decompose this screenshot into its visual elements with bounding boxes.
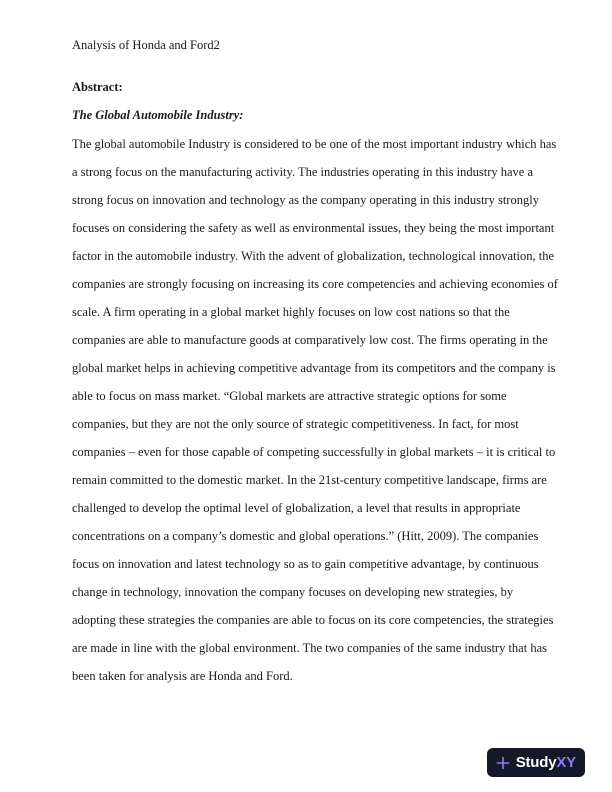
paragraph-line: factor in the automobile industry. With the advent of globalization, technological innovation, the [72,249,555,263]
paragraph-line: focuses on considering the safety as well as environmental issues, they being the most important [72,221,555,235]
paragraph-line: companies are strongly focusing on increasing its core competencies and achieving economies of [72,277,558,291]
paragraph-line: adopting these strategies the companies are able to focus on its core competencies, the strategies [72,613,554,627]
paragraph-line: companies, but they are not the only source of strategic competitiveness. In fact, for most [72,417,519,431]
paragraph-line: remain committed to the domestic market. In the 21st-century competitive landscape, firms are [72,473,547,487]
plus-icon [495,755,511,771]
abstract-heading: Abstract: [72,80,123,94]
paragraph-line: able to focus on mass market. “Global markets are attractive strategic options for some [72,389,507,403]
paragraph-line: The global automobile Industry is considered to be one of the most important industry which has [72,137,557,151]
subsection-heading: The Global Automobile Industry: [72,108,244,122]
abstract-paragraph [72,130,558,690]
paragraph-line: challenged to develop the optimal level of globalization, a level that results in appropriate [72,501,521,515]
running-head: Analysis of Honda and Ford2 [72,38,220,52]
logo-text-study: Study [515,754,557,771]
paragraph-line: are made in line with the global environment. The two companies of the same industry that has [72,641,547,655]
logo-text-xy: XY [556,754,576,771]
paragraph-line: been taken for analysis are Honda and Ford. [72,669,293,683]
paragraph-line: global market helps in achieving competitive advantage from its competitors and the company is [72,361,556,375]
paragraph-line: strong focus on innovation and technology as the company operating in this industry strongly [72,193,539,207]
paragraph-line: a strong focus on the manufacturing activity. The industries operating in this industry have a [72,165,534,179]
logo-wordmark [516,748,576,777]
paragraph-line: focus on innovation and latest technology so as to gain competitive advantage, by continuous [72,557,539,571]
paragraph-line: concentrations on a company’s domestic and global operations.” (Hitt, 2009). The companies [72,529,539,543]
studyxy-logo-badge[interactable] [487,748,585,777]
paragraph-line: companies are able to manufacture goods at comparatively low cost. The firms operating in the [72,333,548,347]
paragraph-line: companies – even for those capable of competing successfully in global markets – it is critical to [72,445,556,459]
paragraph-line: scale. A firm operating in a global market highly focuses on low cost nations so that the [72,305,510,319]
paragraph-line: change in technology, innovation the company focuses on developing new strategies, by [72,585,514,599]
